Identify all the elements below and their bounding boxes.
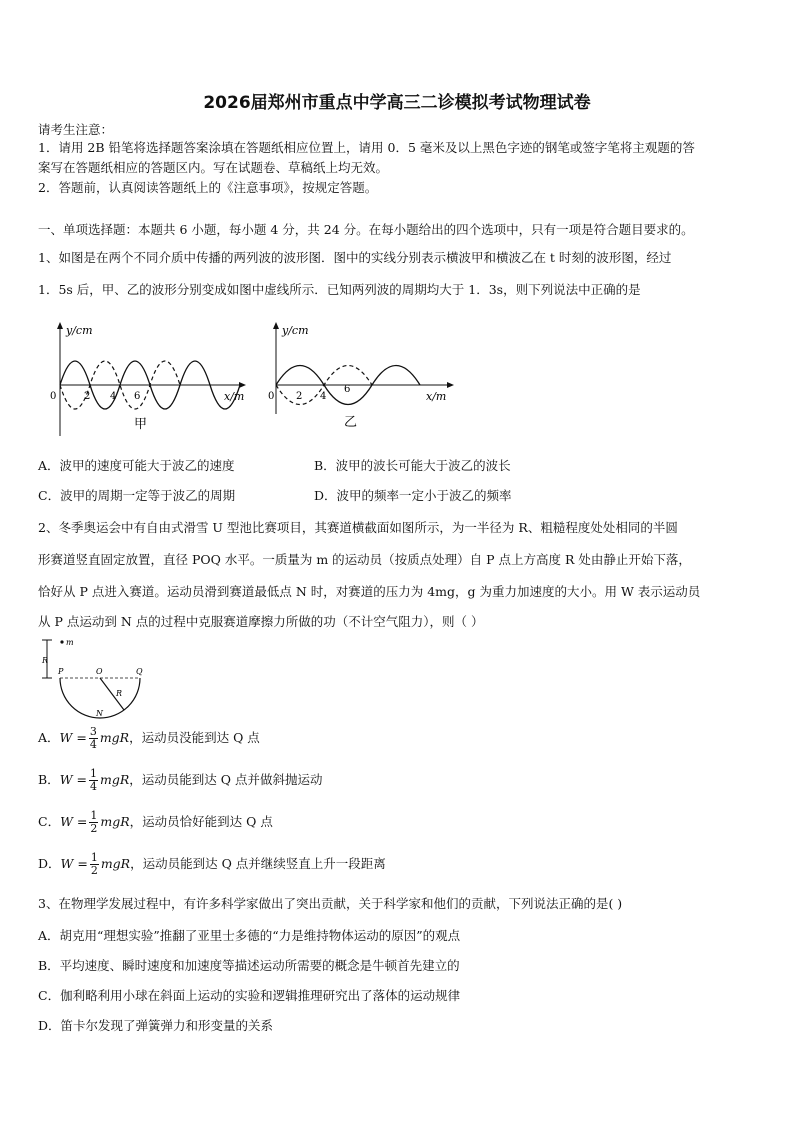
q3-option-d: D．笛卡尔发现了弹簧弹力和形变量的关系 xyxy=(38,1018,274,1033)
fig-o-label: O xyxy=(96,667,103,676)
jia-caption: 甲 xyxy=(134,417,148,432)
q1-option-c: C．波甲的周期一定等于波乙的周期 xyxy=(38,488,236,503)
q2-option-c: C．W = $\frac{1}{2}$ mgR，运动员恰好能到达 Q 点 xyxy=(38,809,273,835)
fig-p-label: P xyxy=(58,667,64,676)
yi-tick: 4 xyxy=(320,391,327,402)
u-track-figure xyxy=(38,636,158,722)
yi-y-label: y/cm xyxy=(282,324,309,337)
q1-option-d: D．波甲的频率一定小于波乙的频率 xyxy=(314,488,512,503)
q1-stem-line: 1．5s 后，甲、乙的波形分别变成如图中虚线所示．已知两列波的周期均大于 1．3s，则下列说法中正确的是 xyxy=(38,282,641,297)
q1-option-b: B．波甲的波长可能大于波乙的波长 xyxy=(314,458,511,473)
notice-item: 1．请用 2B 铅笔将选择题答案涂填在答题纸相应位置上，请用 0．5 毫米及以上黑色字迹的钢笔或签字笔将主观题的答 xyxy=(38,140,695,155)
q1-stem-line: 1、如图是在两个不同介质中传播的两列波的波形图．图中的实线分别表示横波甲和横波乙在 t 时刻的波形图，经过 xyxy=(38,250,672,265)
wave-graph-yi xyxy=(262,318,462,438)
notice-item: 2．答题前，认真阅读答题纸上的《注意事项》，按规定答题。 xyxy=(38,180,378,195)
jia-tick: 4 xyxy=(110,391,117,402)
q2-stem-line: 2、冬季奥运会中有自由式滑雪 U 型池比赛项目，其赛道横截面如图所示，为一半径为 R、粗糙程度处处相同的半圆 xyxy=(38,520,678,535)
yi-origin: 0 xyxy=(268,391,275,402)
jia-y-label: y/cm xyxy=(66,324,93,337)
fig-height-label: R xyxy=(42,656,49,665)
jia-tick: 6 xyxy=(134,391,141,402)
notice-heading: 请考生注意： xyxy=(38,122,114,137)
fig-q-label: Q xyxy=(136,667,143,676)
q2-stem-line: 从 P 点运动到 N 点的过程中克服赛道摩擦力所做的功（不计空气阻力），则（ ） xyxy=(38,614,484,629)
section-heading: 一、单项选择题：本题共 6 小题，每小题 4 分，共 24 分。在每小题给出的四个选项中，只有一项是符合题目要求的。 xyxy=(38,222,694,237)
jia-x-label: x/m xyxy=(224,390,245,403)
q3-option-c: C．伽利略利用小球在斜面上运动的实验和逻辑推理研究出了落体的运动规律 xyxy=(38,988,461,1003)
page-title: 2026届郑州市重点中学高三二诊模拟考试物理试卷 xyxy=(203,93,591,113)
q2-stem-line: 形赛道竖直固定放置，直径 POQ 水平。一质量为 m 的运动员（按质点处理）自 P 点上方高度 R 处由静止开始下落， xyxy=(38,552,691,567)
notice-item: 案写在答题纸相应的答题区内。写在试题卷、草稿纸上均无效。 xyxy=(38,160,389,175)
jia-origin: 0 xyxy=(50,391,57,402)
yi-caption: 乙 xyxy=(344,415,358,430)
q2-option-a: A．W = $\frac{3}{4}$ mgR，运动员没能到达 Q 点 xyxy=(38,725,260,751)
q2-stem-line: 恰好从 P 点进入赛道。运动员滑到赛道最低点 N 时，对赛道的压力为 4mg，g 为重力加速度的大小。用 W 表示运动员 xyxy=(38,584,701,599)
q2-option-b: B．W = $\frac{1}{4}$ mgR，运动员能到达 Q 点并做斜抛运动 xyxy=(38,767,323,793)
q2-option-d: D．W = $\frac{1}{2}$ mgR，运动员能到达 Q 点并继续竖直上升一段距离 xyxy=(38,851,386,877)
jia-tick: 2 xyxy=(84,391,91,402)
fig-radius-label: R xyxy=(116,689,123,698)
wave-graph-jia xyxy=(44,318,254,438)
yi-tick: 6 xyxy=(344,384,351,395)
q3-option-b: B．平均速度、瞬时速度和加速度等描述运动所需要的概念是牛顿首先建立的 xyxy=(38,958,460,973)
q3-option-a: A．胡克用“理想实验”推翻了亚里士多德的“力是维持物体运动的原因”的观点 xyxy=(38,928,461,943)
yi-tick: 2 xyxy=(296,391,303,402)
yi-x-label: x/m xyxy=(426,390,447,403)
fig-n-label: N xyxy=(96,709,103,718)
fig-m-label: m xyxy=(66,638,74,647)
q1-option-a: A．波甲的速度可能大于波乙的速度 xyxy=(38,458,235,473)
q3-stem: 3、在物理学发展过程中，有许多科学家做出了突出贡献，关于科学家和他们的贡献，下列说法正确的是( ) xyxy=(38,896,623,911)
